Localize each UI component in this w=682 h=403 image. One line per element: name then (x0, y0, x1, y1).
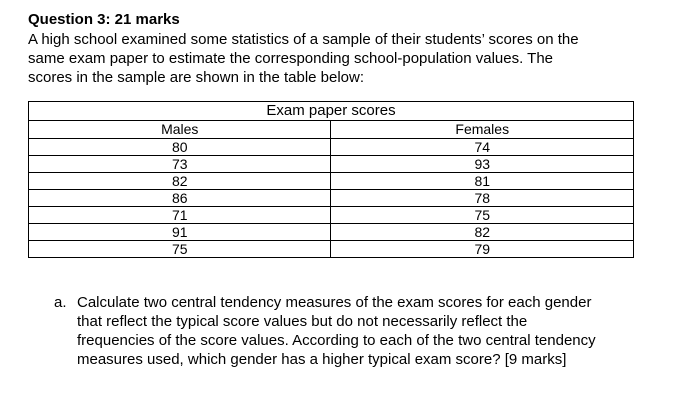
table-caption: Exam paper scores (29, 102, 634, 121)
table-row (29, 207, 634, 224)
table-cell-female-score: 78 (331, 190, 634, 207)
table-row (29, 156, 634, 173)
task-line: that reflect the typical score values but do not necessarily reflect the (77, 313, 528, 330)
column-header-females: Females (331, 121, 634, 139)
table-cell-female-score: 93 (331, 156, 634, 173)
table-row (29, 173, 634, 190)
column-header-males: Males (29, 121, 331, 139)
table-header-row (29, 121, 634, 139)
table-cell-female-score: 82 (331, 224, 634, 241)
task-line: measures used, which gender has a higher typical exam score? [9 marks] (77, 351, 567, 368)
table-cell-male-score: 82 (29, 173, 331, 190)
task-line: Calculate two central tendency measures of the exam scores for each gender (77, 294, 592, 311)
table-row (29, 190, 634, 207)
table-cell-male-score: 71 (29, 207, 331, 224)
table-cell-female-score: 79 (331, 241, 634, 258)
table-row (29, 224, 634, 241)
table-cell-male-score: 75 (29, 241, 331, 258)
intro-line: A high school examined some statistics of a sample of their students’ scores on the (28, 31, 579, 48)
task-text (77, 293, 657, 369)
table-row (29, 241, 634, 258)
table-cell-female-score: 75 (331, 207, 634, 224)
task-marker: a. (54, 294, 67, 311)
intro-line: scores in the sample are shown in the table below: (28, 69, 365, 86)
table-cell-male-score: 73 (29, 156, 331, 173)
intro-line: same exam paper to estimate the corresponding school-population values. The (28, 50, 554, 67)
table-cell-male-score: 91 (29, 224, 331, 241)
question-title: Question 3: 21 marks (28, 11, 180, 28)
task-line: frequencies of the score values. According to each of the two central tendency (77, 332, 596, 349)
table-cell-male-score: 86 (29, 190, 331, 207)
table-row (29, 139, 634, 156)
table-cell-male-score: 80 (29, 139, 331, 156)
table-cell-female-score: 74 (331, 139, 634, 156)
table-caption-row (29, 102, 634, 121)
question-intro (28, 30, 668, 87)
scores-table (28, 101, 634, 258)
table-cell-female-score: 81 (331, 173, 634, 190)
